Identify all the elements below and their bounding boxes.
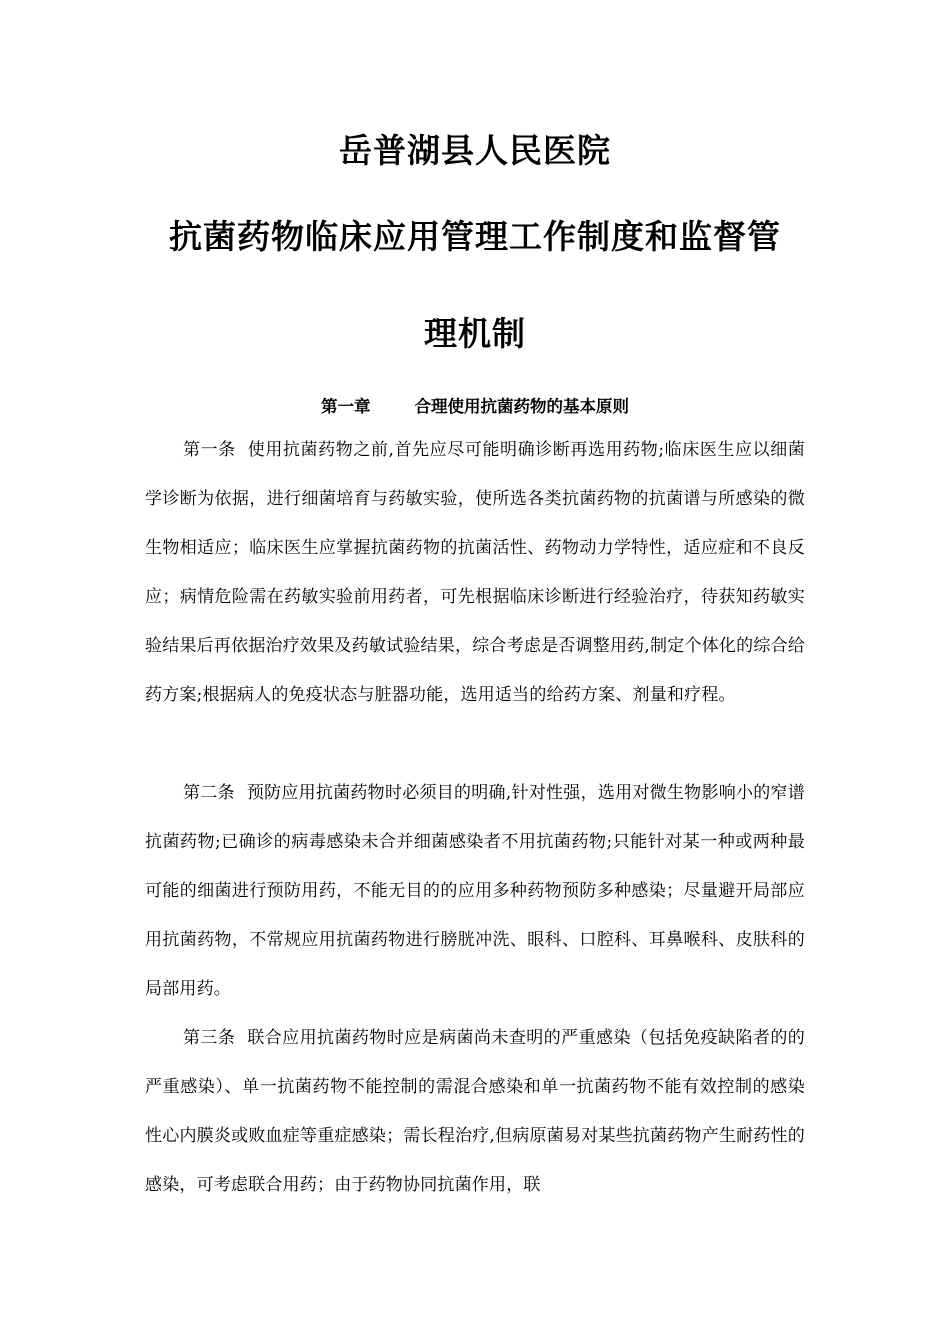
- article-number: 第一条: [183, 440, 236, 460]
- article-text: 预防应用抗菌药物时必须目的明确,针对性强，选用对微生物影响小的窄谱抗菌药物;已确诊的病毒感染未合并细菌感染者不用抗菌药物;只能针对某一种或两种最可能的细菌进行预防用药，不能无目的的应用多种药物预防多种感染；尽量避开局部应用抗菌药物，不常规应用抗菌药物进行膀胱冲洗、眼科、口腔科、耳鼻喉科、皮肤科的局部用药。: [145, 783, 805, 999]
- chapter-heading: [0, 394, 950, 420]
- chapter-number: 第一章: [321, 397, 371, 416]
- document-title-line-2: 理机制: [424, 314, 526, 353]
- article-paragraph: [145, 426, 805, 720]
- chapter-title: 合理使用抗菌药物的基本原则: [414, 397, 629, 416]
- article-number: 第三条: [183, 1028, 236, 1048]
- article-number: 第二条: [183, 783, 235, 803]
- article-text: 使用抗菌药物之前,首先应尽可能明确诊断再选用药物;临床医生应以细菌学诊断为依据，进行细菌培育与药敏实验，使所选各类抗菌药物的抗菌谱与所感染的微生物相适应；临床医生应掌握抗菌药物的抗菌活性、药物动力学特性，适应症和不良反应；病情危险需在药敏实验前用药者，可先根据临床诊断进行经验治疗，待获知药敏实验结果后再依据治疗效果及药敏试验结果，综合考虑是否调整用药,制定个体化的综合给药方案;根据病人的免疫状态与脏器功能，选用适当的给药方案、剂量和疗程。: [145, 440, 805, 705]
- article-text: 联合应用抗菌药物时应是病菌尚未查明的严重感染（包括免疫缺陷者的的严重感染）、单一抗菌药物不能控制的需混合感染和单一抗菌药物不能有效控制的感染性心内膜炎或败血症等重症感染；需长程治疗,但病原菌易对某些抗菌药物产生耐药性的感染，可考虑联合用药；由于药物协同抗菌作用，联: [145, 1028, 805, 1195]
- article-paragraph: [145, 1014, 805, 1210]
- hospital-name-title: 岳普湖县人民医院: [339, 131, 611, 170]
- article-paragraph: [145, 769, 805, 1014]
- document-title-line-1: 抗菌药物临床应用管理工作制度和监督管: [169, 217, 781, 256]
